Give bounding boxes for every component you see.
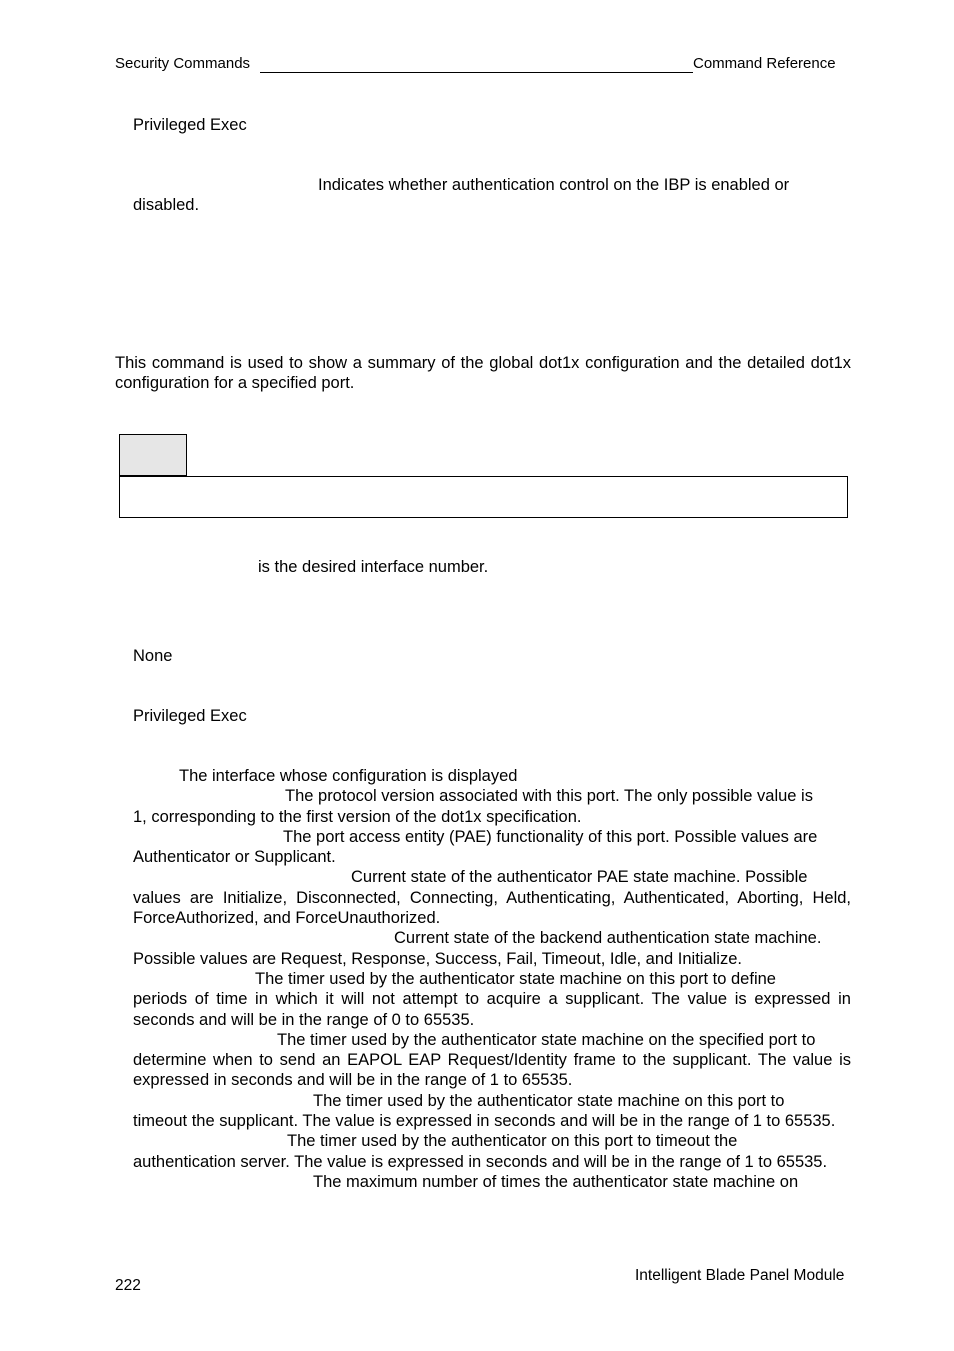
command-mode-value: Privileged Exec [133, 707, 247, 725]
parameter-description: is the desired interface number. [258, 558, 489, 576]
prev-field-desc-cont: disabled. [133, 196, 200, 214]
page-number: 222 [115, 1277, 141, 1294]
default-value: None [133, 647, 173, 665]
display-field-quiet-period: The timer used by the authenticator state machine on this port to define periods of time in which it will not attempt to acquire a supplicant. The value is expressed in seconds and will be in the range of 0 to 65535. [133, 969, 851, 1029]
prev-mode-value: Privileged Exec [133, 116, 247, 134]
display-field-pae-capabilities: The port access entity (PAE) functionality of this port. Possible values are Authenticator or Supplicant. [133, 827, 818, 867]
syntax-format-tab [119, 434, 187, 476]
header-right: Command Reference [693, 55, 836, 72]
syntax-format-box [119, 476, 848, 518]
display-field-list [133, 766, 851, 1192]
display-field-authenticator-pae-state: Current state of the authenticator PAE state machine. Possible values are Initialize, Disconnected, Connecting, Authenticating, Authenticated, Aborting, Held, ForceAuthorized, and ForceUnauthorized. [133, 868, 851, 928]
display-field-interface: The interface whose configuration is displayed [179, 767, 518, 785]
display-field-maximum-requests: The maximum number of times the authenticator state machine on [313, 1172, 799, 1191]
display-field-supplicant-timeout: The timer used by the authenticator state machine on this port to timeout the supplicant. The value is expressed in seconds and will be in the range of 1 to 65535. [133, 1091, 836, 1131]
footer-product-name: Intelligent Blade Panel Module [635, 1267, 845, 1284]
command-description: This command is used to show a summary of the global dot1x configuration and the detailed dot1x configuration for a specified port. [115, 354, 851, 393]
display-field-transmit-period: The timer used by the authenticator state machine on the specified port to determine when to send an EAPOL EAP Request/Identity frame to the supplicant. The value is expressed in seconds and will be in the range of 1 to 65535. [133, 1030, 851, 1090]
display-field-protocol-version: The protocol version associated with this port. The only possible value is 1, corresponding to the first version of the dot1x specification. [133, 787, 813, 826]
display-field-backend-auth-state: Current state of the backend authentication state machine. Possible values are Request, Response, Success, Fail, Timeout, Idle, and Initialize. [133, 929, 822, 968]
display-field-server-timeout: The timer used by the authenticator on this port to timeout the authentication server. The value is expressed in seconds and will be in the range of 1 to 65535. [133, 1132, 828, 1171]
header-left: Security Commands [115, 55, 251, 72]
header-rule [260, 72, 693, 73]
prev-field-desc: Indicates whether authentication control on the IBP is enabled or [318, 176, 790, 194]
